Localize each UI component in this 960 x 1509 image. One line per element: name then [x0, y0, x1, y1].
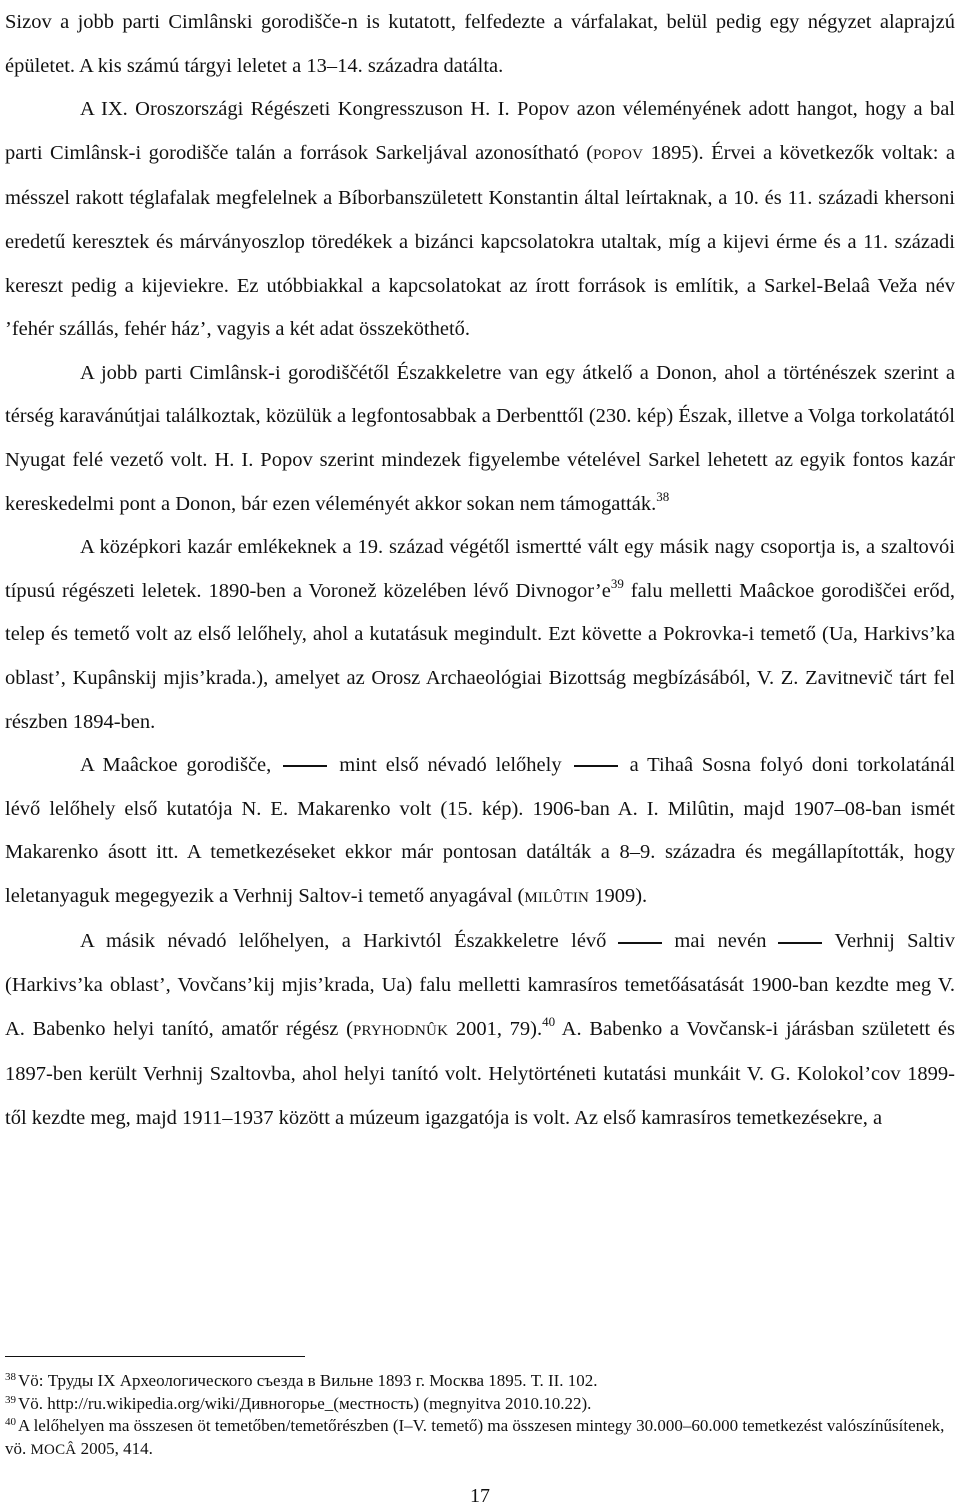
- em-dash: [574, 765, 618, 767]
- footnote-39: [5, 1393, 955, 1416]
- author-citation: PRYHODNÛK: [352, 1022, 449, 1039]
- paragraph-text: Sizov a jobb parti Cimlânski gorodišče-n is kutatott, felfedezte a várfalakat, belül pedig egy négyzet alaprajzú épületet. A kis számú tárgyi leletet a 13–14. századra datálta.: [5, 11, 955, 77]
- paragraph-5: A Maâckoe gorodišče, mint első névadó lelőhely a Tihaâ Sosna folyó doni torkolatánál lévő lelőhely első kutatója N. E. Makarenko volt (15. kép). 1906-ban A. I. Milûtin, majd 1907–08-ban ismét Makarenko ásott itt. A temetkezéseket ekkor már pontosan datálták a 8–9. századra és megállapították, hogy leletanyaguk megegyezik a Verhnij Saltov-i temető anyagával (MILÛTIN 1909).: [5, 754, 956, 907]
- em-dash: [283, 765, 327, 767]
- em-dash: [778, 942, 822, 944]
- paragraph-2: A IX. Oroszországi Régészeti Kongresszuson H. I. Popov azon véleményének adott hangot, hogy a bal parti Cimlânsk-i gorodišče talán a források Sarkeljával azonosítható (POPOV 1895). Érvei a következők voltak: a mésszel rakott téglafalak megfelelnek a Bíborbanszületett Konstantin által leírtaknak, a 10. és 11. századi khersoni eredetű keresztek és márványoszlop töredékek a bizánci kapcsolatokra utaltak, míg a kijevi érme és a 11. századi kereszt pedig a kijeviekre. Ez utóbbiakkal a kapcsolatokat az írott források is említik, a Sarkel-Belaâ Veža név ’fehér szállás, fehér ház’, vagyis a két adat összeköthető.: [5, 98, 955, 341]
- em-dash: [618, 942, 662, 944]
- footnote-separator: [5, 1356, 305, 1357]
- author-citation: POPOV: [593, 146, 644, 163]
- footnote-ref[interactable]: 40: [542, 1013, 556, 1029]
- footnote-text: Vö. http://ru.wikipedia.org/wiki/Дивногорье_(местность) (megnyitva 2010.10.22).: [18, 1393, 592, 1413]
- footnote-ref[interactable]: 38: [656, 488, 670, 504]
- footnote-38: [5, 1370, 955, 1393]
- footnote-ref[interactable]: 39: [610, 575, 624, 591]
- footnote-40: [5, 1415, 955, 1461]
- footnote-number: 38: [5, 1371, 16, 1383]
- footnote-text: 2005, 414.: [76, 1438, 153, 1458]
- body-text: [5, 1, 955, 1140]
- footnote-text: Vö: Труды IX Археологического съезда в Вильне 1893 г. Москва 1895. Т. II. 102.: [18, 1371, 598, 1390]
- author-citation: MILÛTIN: [524, 889, 590, 906]
- footnote-text: A lelőhelyen ma összesen öt temetőben/temetőrészben (I–V. temető) ma összesen mintegy 30.000–60.000 temetkezést valószínűsítenek, vö.: [5, 1416, 945, 1458]
- paragraph-6: A másik névadó lelőhelyen, a Harkivtól Északkeletre lévő mai nevén Verhnij Saltiv (Harkivs’ka oblast’, Vovčans’kij mjis’krada, Ua) falu melletti kamrasíros temetőásatását 1900-ban kezdte meg V. A. Babenko helyi tanító, amatőr régész (PRYHODNÛK 2001, 79).$^{40}$ A. Babenko a Vovčansk-i járásban született és 1897-ben került Verhnij Szaltovba, ahol helyi tanító volt. Helytörténeti kutatási munkáit V. G. Kolokol’cov 1899-től kezdte meg, majd 1911–1937 között a múzeum igazgatója is volt. Az első kamrasíros temetkezésekre, a: [5, 930, 956, 1129]
- author-citation: MOCÂ: [30, 1441, 77, 1458]
- footnotes: [5, 1370, 955, 1461]
- paragraph-4: A középkori kazár emlékeknek a 19. század végétől ismertté vált egy másik nagy csoportja is, a szaltovói típusú régészeti leletek. 1890-ben a Voronež közelében lévő Divnogor’e$^{39}$ falu melletti Maâckoe gorodiščei erőd, telep és temető volt az első lelőhely, ahol a kutatásuk megindult. Ezt követte a Pokrovka-i temető (Ua, Harkivs’ka oblast’, Kupânskij mjis’krada.), amelyet az Orosz Archaeológiai Bizottság megbízásából, V. Z. Zavitnevič tárt fel részben 1894-ben.: [5, 536, 955, 733]
- paragraph-1: [5, 1, 955, 88]
- page-number: 17: [470, 1485, 490, 1507]
- footnote-number: 39: [5, 1393, 16, 1406]
- footnote-number: 40: [5, 1416, 16, 1428]
- paragraph-3: A jobb parti Cimlânsk-i gorodiščétől Északkeletre van egy átkelő a Donon, ahol a történészek szerint a térség karavánútjai találkoztak, közülük a legfontosabbak a Derbenttől (230. kép) Észak, illetve a Volga torkolatától Nyugat felé vezető volt. H. I. Popov szerint mindezek figyelembe vételével Sarkel lehetett az egyik fontos kazár kereskedelmi pont a Donon, bár ezen véleményét akkor sokan nem támogatták.$^{38}$: [5, 361, 955, 515]
